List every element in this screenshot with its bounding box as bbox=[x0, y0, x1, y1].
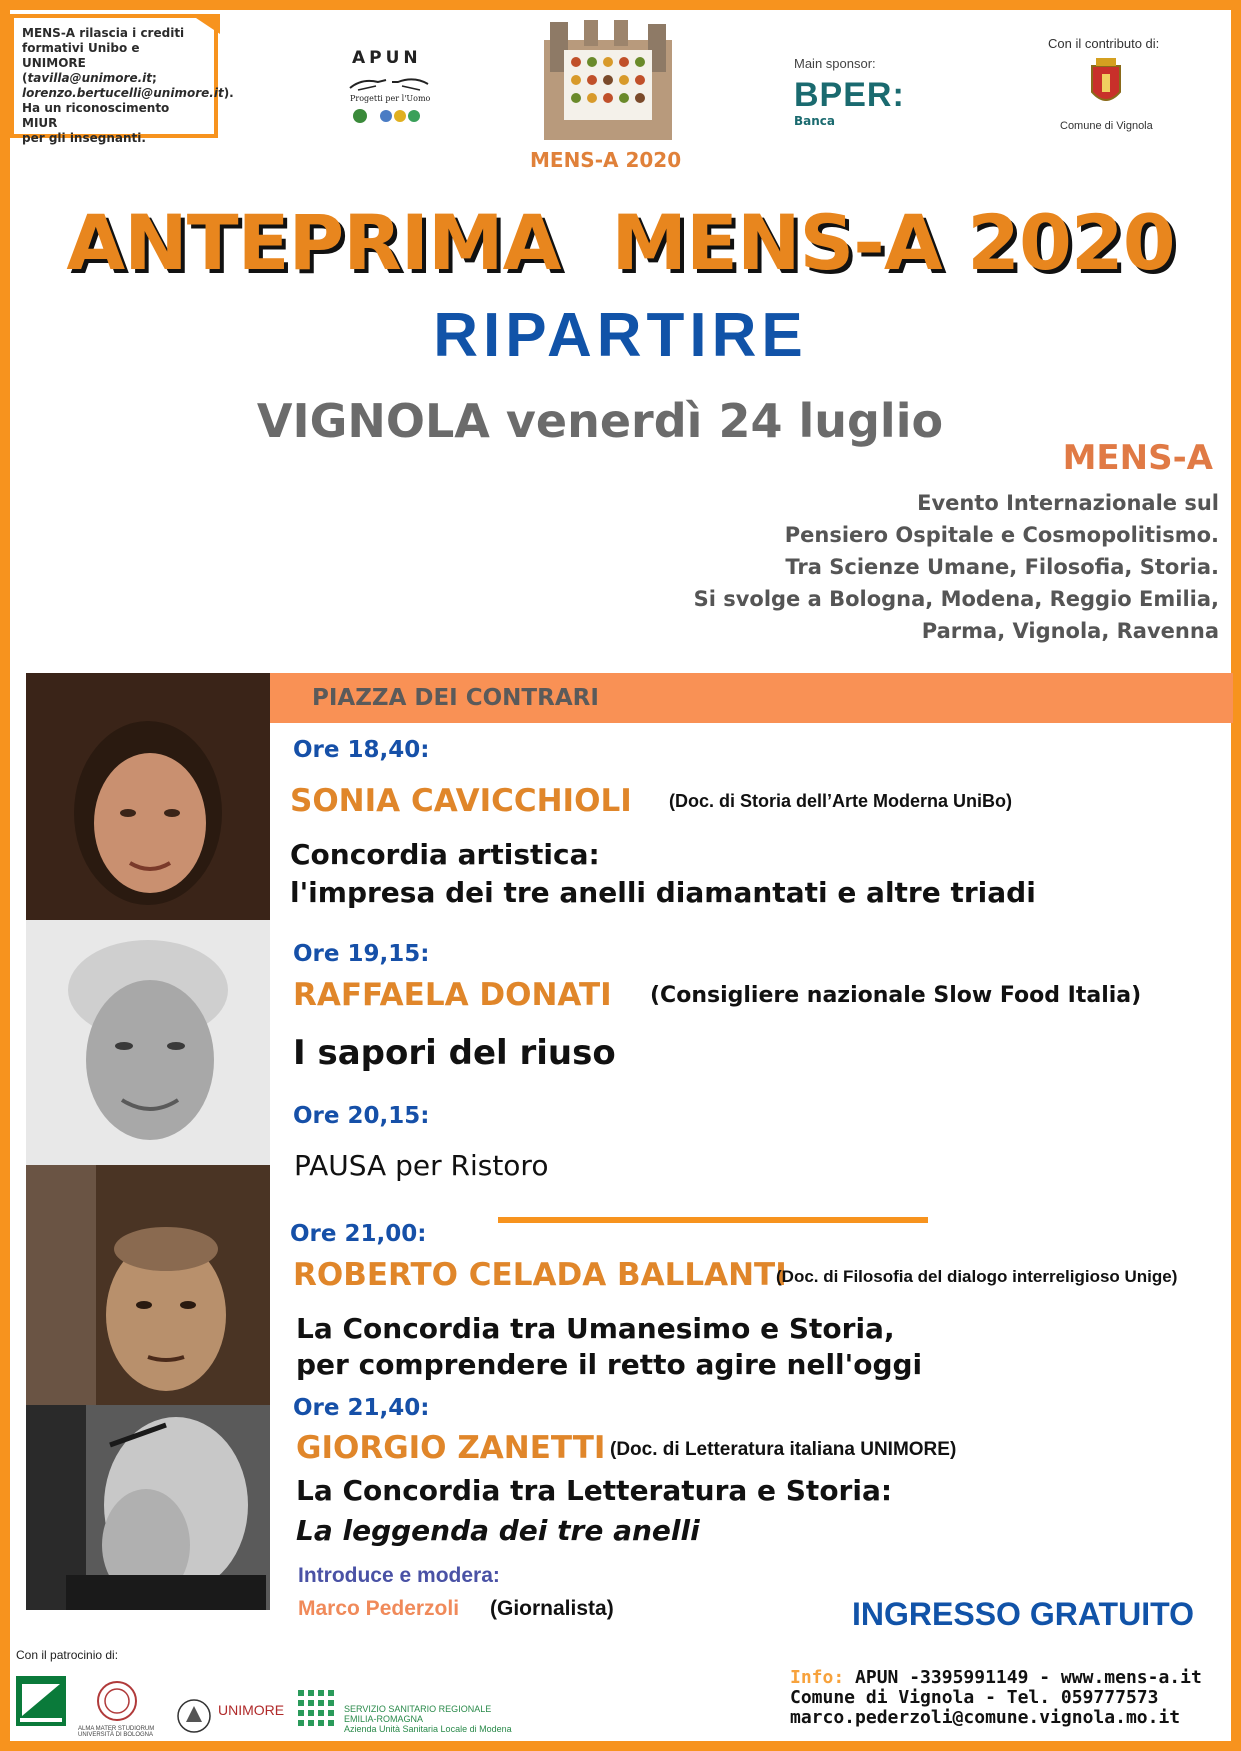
event-line: Evento Internazionale sul bbox=[917, 491, 1219, 515]
event-line: Parma, Vignola, Ravenna bbox=[921, 619, 1219, 643]
free-entry-label: INGRESSO GRATUITO bbox=[852, 1596, 1194, 1632]
speaker-name: RAFFAELA DONATI bbox=[293, 977, 612, 1013]
region-logo-icon bbox=[16, 1676, 66, 1726]
ssr-line: EMILIA-ROMAGNA bbox=[344, 1714, 424, 1724]
speaker-role: (Doc. di Letteratura italiana UNIMORE) bbox=[610, 1439, 957, 1460]
speaker-name: GIORGIO ZANETTI bbox=[296, 1430, 606, 1466]
credits-line: per gli insegnanti. bbox=[22, 131, 146, 145]
credits-emails: (tavilla@unimore.it; bbox=[22, 71, 157, 85]
credits-line: formativi Unibo e UNIMORE bbox=[22, 41, 140, 70]
talk-title: per comprendere il retto agire nell'oggi bbox=[296, 1348, 923, 1381]
apun-logo-text: APUN bbox=[352, 48, 422, 68]
comune-label: Comune di Vignola bbox=[1060, 120, 1153, 132]
time-label: Ore 18,40: bbox=[293, 737, 430, 763]
talk-title: l'impresa dei tre anelli diamantati e altre triadi bbox=[290, 876, 1036, 909]
speaker-role: (Consigliere nazionale Slow Food Italia) bbox=[650, 983, 1142, 1008]
event-description bbox=[694, 487, 1219, 647]
talk-title: La Concordia tra Letteratura e Storia: bbox=[296, 1474, 893, 1507]
credits-line: MENS-A rilascia i crediti bbox=[22, 26, 185, 40]
talk-title: Concordia artistica: bbox=[290, 838, 600, 871]
info-block bbox=[790, 1668, 1202, 1728]
ssr-label bbox=[344, 1704, 512, 1734]
credits-emails: lorenzo.bertucelli@unimore.it). bbox=[22, 86, 234, 100]
talk-title: La leggenda dei tre anelli bbox=[296, 1514, 700, 1547]
coat-of-arms-icon bbox=[1086, 58, 1126, 112]
info-contact: APUN -3395991149 - www.mens-a.it bbox=[855, 1667, 1202, 1688]
info-line: Comune di Vignola - Tel. 059777573 bbox=[790, 1687, 1159, 1708]
speaker-photo bbox=[26, 1165, 270, 1405]
moderator-role: (Giornalista) bbox=[490, 1597, 614, 1620]
sponsor-sub: Banca bbox=[794, 114, 835, 128]
event-line: Si svolge a Bologna, Modena, Reggio Emilia, bbox=[693, 587, 1219, 611]
credits-box bbox=[10, 14, 234, 145]
sponsor-logo: BPER: bbox=[794, 76, 905, 114]
sponsor-label: Main sponsor: bbox=[794, 56, 876, 71]
apun-logo-subtitle: Progetti per l'Uomo bbox=[350, 94, 431, 103]
time-label: Ore 19,15: bbox=[293, 941, 430, 967]
mensa-heading: MENS-A bbox=[1062, 438, 1213, 478]
unimore-label: UNIMORE bbox=[218, 1702, 285, 1718]
time-label: Ore 21,40: bbox=[293, 1395, 430, 1421]
info-line bbox=[790, 1668, 1202, 1688]
moderator-label: Introduce e modera: bbox=[298, 1564, 500, 1587]
talk-title: I sapori del riuso bbox=[293, 1033, 616, 1073]
main-title: ANTEPRIMA MENS-A 2020 bbox=[66, 198, 1175, 287]
event-line: Pensiero Ospitale e Cosmopolitismo. bbox=[784, 523, 1219, 547]
info-label: Info: bbox=[790, 1667, 845, 1688]
contrib-label: Con il contributo di: bbox=[1048, 36, 1160, 51]
moderator-name: Marco Pederzoli bbox=[298, 1597, 460, 1620]
speaker-photo bbox=[26, 673, 270, 920]
credits-line: Ha un riconoscimento MIUR bbox=[22, 101, 170, 130]
time-label: Ore 20,15: bbox=[293, 1103, 430, 1129]
ssr-line: Azienda Unità Sanitaria Locale di Modena bbox=[344, 1724, 512, 1734]
venue-label: PIAZZA DEI CONTRARI bbox=[312, 685, 599, 711]
speaker-photo bbox=[26, 920, 270, 1165]
ssr-logo-icon bbox=[298, 1690, 338, 1730]
time-label: Ore 21,00: bbox=[290, 1221, 427, 1247]
unibo-seal-icon bbox=[96, 1680, 138, 1722]
speaker-photo bbox=[26, 1405, 270, 1610]
speaker-role: (Doc. di Storia dell’Arte Moderna UniBo) bbox=[669, 791, 1013, 811]
partner-logos-icon bbox=[352, 106, 428, 126]
mensa-emblem-icon bbox=[544, 20, 672, 140]
speaker-name: SONIA CAVICCHIOLI bbox=[290, 783, 632, 819]
unibo-label: ALMA MATER STUDIORUM UNIVERSITÀ DI BOLOGNA bbox=[78, 1726, 155, 1738]
patronage-label: Con il patrocinio di: bbox=[16, 1648, 119, 1662]
info-line: marco.pederzoli@comune.vignola.mo.it bbox=[790, 1707, 1181, 1728]
speaker-role: (Doc. di Filosofia del dialogo interreligioso Unige) bbox=[776, 1267, 1178, 1286]
divider bbox=[498, 1217, 928, 1223]
date-line: VIGNOLA venerdì 24 luglio bbox=[256, 394, 944, 448]
pause-label: PAUSA per Ristoro bbox=[294, 1149, 549, 1182]
unimore-seal-icon bbox=[176, 1698, 212, 1734]
mensa-small-logo: MENS-A 2020 bbox=[530, 148, 682, 172]
event-line: Tra Scienze Umane, Filosofia, Storia. bbox=[785, 555, 1219, 579]
ssr-line: SERVIZIO SANITARIO REGIONALE bbox=[344, 1704, 492, 1714]
speaker-name: ROBERTO CELADA BALLANTI bbox=[293, 1257, 787, 1293]
credits-email: tavilla@unimore.it bbox=[27, 71, 152, 85]
credits-email: lorenzo.bertucelli@unimore.it bbox=[22, 86, 224, 100]
subtitle: RIPARTIRE bbox=[433, 301, 808, 370]
talk-title: La Concordia tra Umanesimo e Storia, bbox=[296, 1312, 895, 1345]
